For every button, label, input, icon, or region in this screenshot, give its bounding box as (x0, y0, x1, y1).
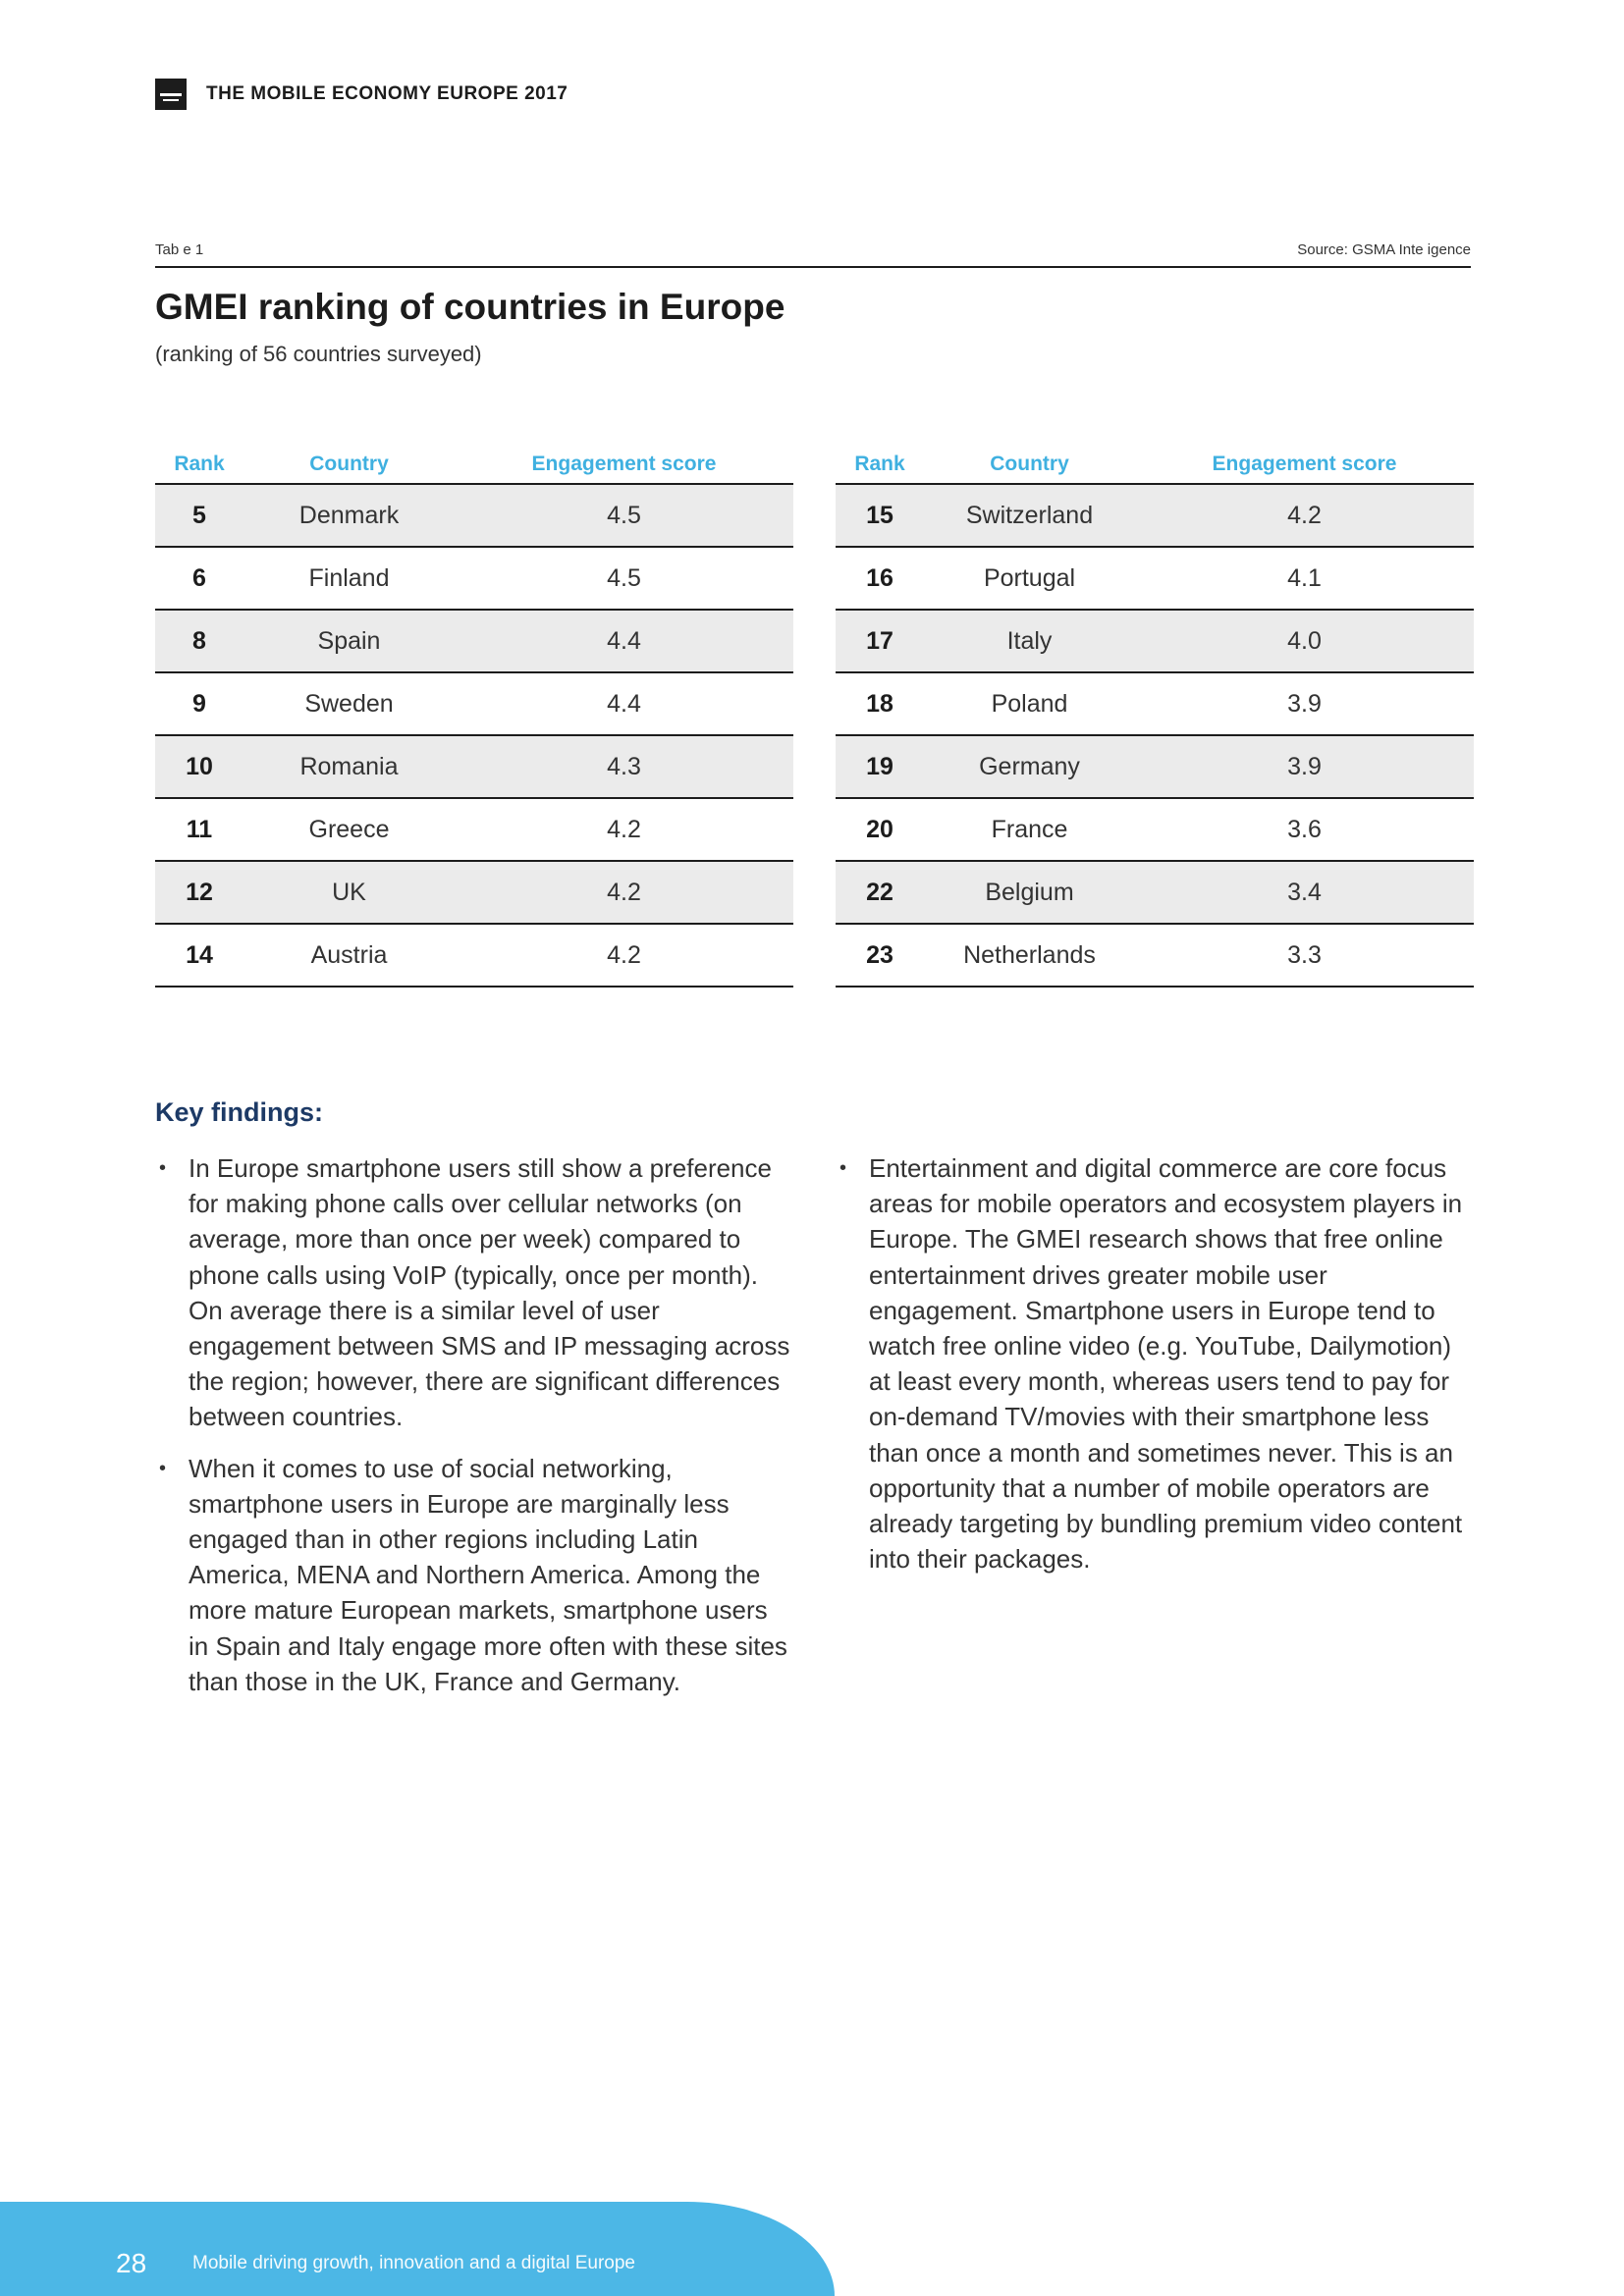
score-cell: 3.9 (1135, 672, 1474, 735)
country-cell: France (924, 798, 1135, 861)
score-cell: 4.2 (455, 798, 793, 861)
score-cell: 4.2 (455, 924, 793, 987)
header-rank: Rank (836, 448, 924, 484)
rank-cell: 14 (155, 924, 244, 987)
table-row (836, 924, 1474, 987)
table-row (836, 861, 1474, 924)
score-cell: 4.5 (455, 484, 793, 547)
table-row (155, 735, 793, 798)
finding-item: • In Europe smartphone users still show a preference for making phone calls over cellular networks (on average, more than once per week) compared to phone calls using VoIP (typically, once per month). On average there is a similar level of user engagement between SMS and IP messaging across the region; however, there are significant differences between countries. (155, 1150, 793, 1435)
table-meta (155, 241, 1471, 268)
header-engagement-score: Engagement score (1135, 448, 1474, 484)
page-subtitle: (ranking of 56 countries surveyed) (155, 342, 482, 366)
finding-item: • Entertainment and digital commerce are core focus areas for mobile operators and ecosystem players in Europe. The GMEI research shows that free online entertainment drives greater mobile user engagement. Smartphone users in Europe tend to watch free online video (e.g. YouTube, Dailymotion) at least every month, whereas users tend to pay for on-demand TV/movies with their smartphone less than once a month and sometimes never. This is an opportunity that a number of mobile operators are already targeting by bundling premium video content into their packages. (836, 1150, 1474, 1576)
rank-cell: 6 (155, 547, 244, 610)
score-cell: 4.4 (455, 672, 793, 735)
country-cell: Netherlands (924, 924, 1135, 987)
table-row (155, 672, 793, 735)
key-findings-right-column (836, 1150, 1474, 1592)
country-cell: Austria (244, 924, 455, 987)
table-row (836, 547, 1474, 610)
rank-cell: 12 (155, 861, 244, 924)
table-row (836, 735, 1474, 798)
table-row (155, 484, 793, 547)
table-row (155, 924, 793, 987)
table-row (836, 798, 1474, 861)
country-cell: Romania (244, 735, 455, 798)
rank-cell: 18 (836, 672, 924, 735)
country-cell: Finland (244, 547, 455, 610)
table-source: Source: GSMA Inte igence (1297, 241, 1471, 258)
rank-cell: 11 (155, 798, 244, 861)
page-header (155, 79, 568, 110)
country-cell: Portugal (924, 547, 1135, 610)
score-cell: 4.3 (455, 735, 793, 798)
ranking-table-left (155, 448, 793, 988)
rank-cell: 8 (155, 610, 244, 672)
score-cell: 4.5 (455, 547, 793, 610)
table-row (836, 610, 1474, 672)
rank-cell: 15 (836, 484, 924, 547)
rank-cell: 19 (836, 735, 924, 798)
table-header-row (155, 448, 793, 484)
country-cell: UK (244, 861, 455, 924)
header-country: Country (924, 448, 1135, 484)
score-cell: 4.4 (455, 610, 793, 672)
key-findings-left-column (155, 1150, 793, 1715)
country-cell: Belgium (924, 861, 1135, 924)
country-cell: Denmark (244, 484, 455, 547)
page-title: GMEI ranking of countries in Europe (155, 287, 785, 327)
header-rank: Rank (155, 448, 244, 484)
rank-cell: 16 (836, 547, 924, 610)
table-label: Tab e 1 (155, 241, 204, 258)
country-cell: Switzerland (924, 484, 1135, 547)
rank-cell: 9 (155, 672, 244, 735)
rank-cell: 5 (155, 484, 244, 547)
country-cell: Spain (244, 610, 455, 672)
score-cell: 3.4 (1135, 861, 1474, 924)
score-cell: 4.2 (1135, 484, 1474, 547)
finding-item: • When it comes to use of social networking, smartphone users in Europe are marginally less engaged than in other regions including Latin America, MENA and Northern America. Among the more mature European markets, smartphone users in Spain and Italy engage more often with these sites than those in the UK, France and Germany. (155, 1451, 793, 1699)
score-cell: 4.2 (455, 861, 793, 924)
table-row (155, 547, 793, 610)
footer-text: Mobile driving growth, innovation and a digital Europe (192, 2253, 635, 2273)
country-cell: Sweden (244, 672, 455, 735)
header-engagement-score: Engagement score (455, 448, 793, 484)
country-cell: Germany (924, 735, 1135, 798)
findings-list (836, 1150, 1474, 1576)
header-country: Country (244, 448, 455, 484)
score-cell: 4.0 (1135, 610, 1474, 672)
ranking-table-right (836, 448, 1474, 988)
rank-cell: 20 (836, 798, 924, 861)
table-row (836, 484, 1474, 547)
table-row (155, 610, 793, 672)
table-row (836, 672, 1474, 735)
country-cell: Greece (244, 798, 455, 861)
country-cell: Poland (924, 672, 1135, 735)
page-number: 28 (116, 2248, 147, 2278)
score-cell: 3.6 (1135, 798, 1474, 861)
score-cell: 3.3 (1135, 924, 1474, 987)
gsma-logo-icon (155, 79, 187, 110)
key-findings-heading: Key findings: (155, 1097, 324, 1127)
country-cell: Italy (924, 610, 1135, 672)
rank-cell: 23 (836, 924, 924, 987)
table-row (155, 861, 793, 924)
table-row (155, 798, 793, 861)
rank-cell: 10 (155, 735, 244, 798)
header-title: THE MOBILE ECONOMY EUROPE 2017 (206, 83, 568, 104)
score-cell: 3.9 (1135, 735, 1474, 798)
rank-cell: 22 (836, 861, 924, 924)
table-header-row (836, 448, 1474, 484)
findings-list (155, 1150, 793, 1699)
rank-cell: 17 (836, 610, 924, 672)
score-cell: 4.1 (1135, 547, 1474, 610)
